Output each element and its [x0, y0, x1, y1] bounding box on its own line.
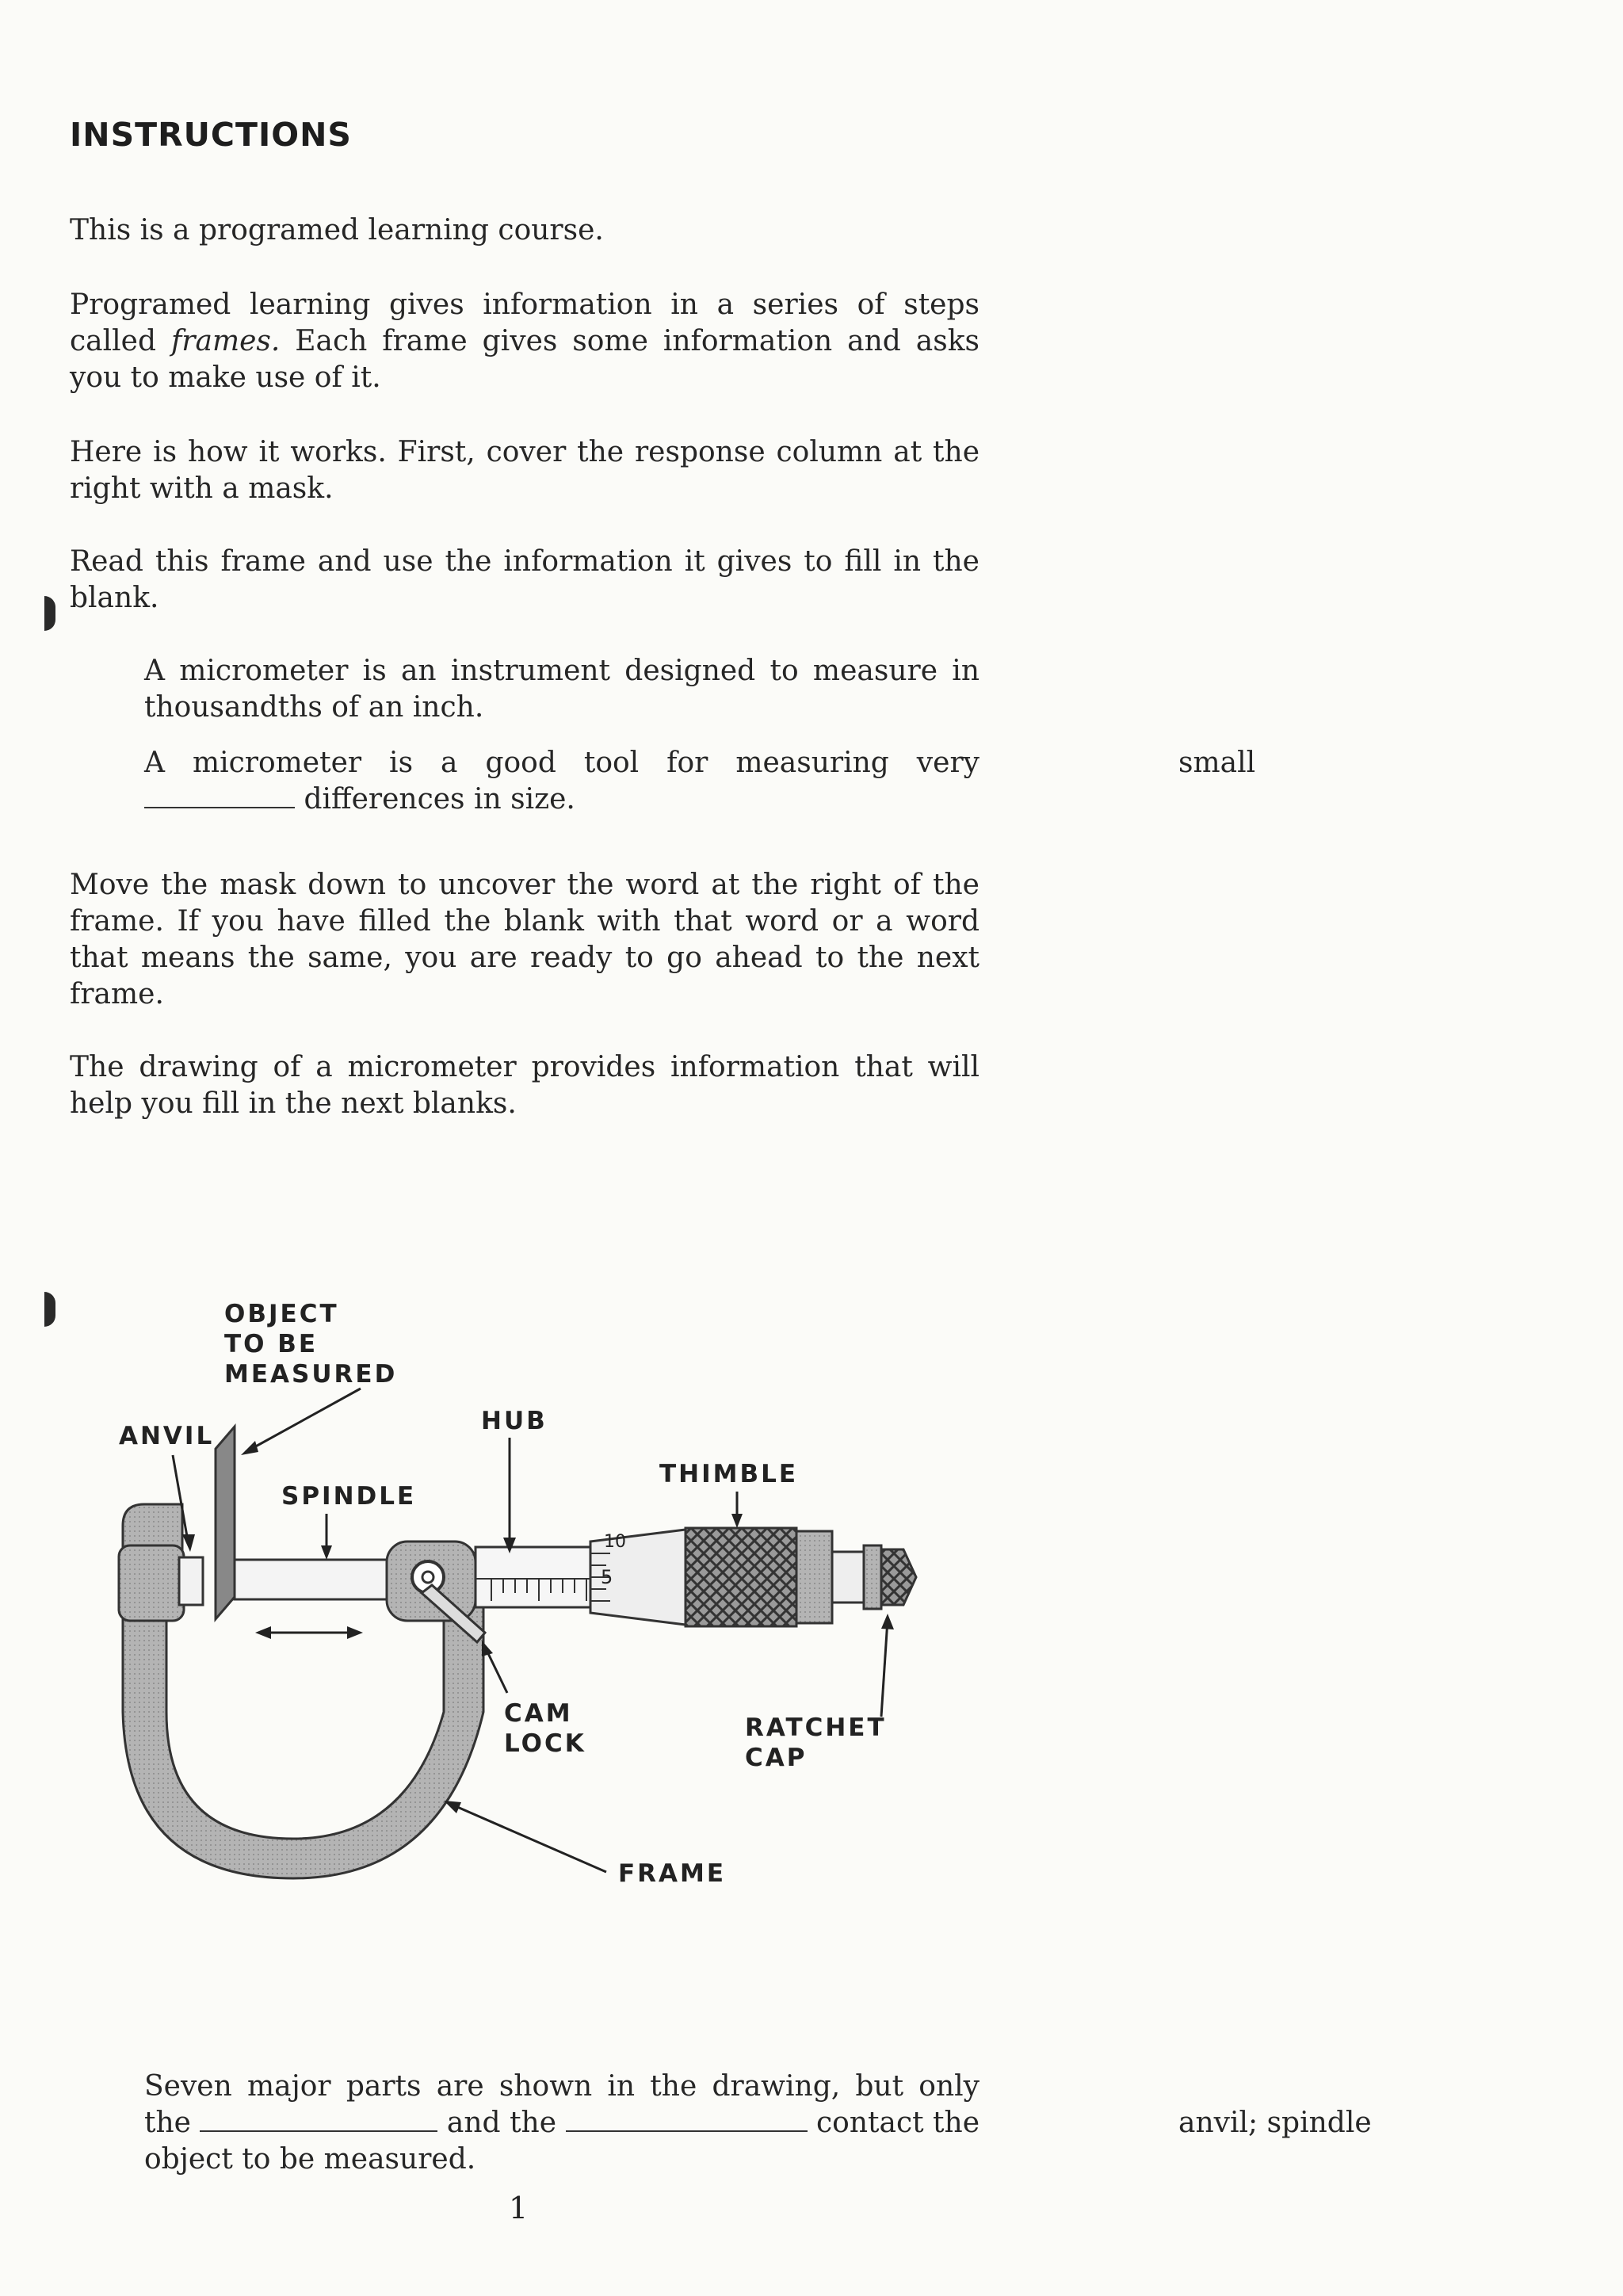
label-cam-2: LOCK [504, 1729, 586, 1758]
label-spindle: SPINDLE [281, 1482, 417, 1511]
frame2-question [144, 2069, 980, 2178]
programed-learning-paragraph [70, 287, 980, 396]
thimble-shape [685, 1528, 796, 1626]
anvil-shape [119, 1545, 184, 1621]
frame2-text-c: contact the object to be measured. [144, 2107, 980, 2176]
scale-label-5: 5 [601, 1566, 613, 1588]
label-ratchet-1: RATCHET [745, 1713, 887, 1742]
label-object-3: MEASURED [224, 1360, 398, 1389]
frame1-question-b: differences in size. [295, 783, 575, 816]
move-mask-paragraph: Move the mask down to uncover the word at the right of the frame. If you have filled the blank with that word or a word that means the same, you are ready to go ahead to the next frame. [70, 869, 980, 1010]
intro-paragraph: This is a programed learning course. [70, 214, 604, 246]
page-number: 1 [509, 2191, 529, 2225]
page-heading: INSTRUCTIONS [70, 116, 352, 154]
hub-shape [475, 1547, 598, 1607]
p2-text-b: Each frame gives some information and asks you to make use of it. [70, 325, 980, 394]
label-ratchet-2: CAP [745, 1744, 808, 1772]
label-object-2: TO BE [224, 1330, 319, 1358]
frame2-text-a: Seven major parts are shown in the drawing, but only the [144, 2070, 980, 2139]
label-object-1: OBJECT [224, 1300, 339, 1328]
how-it-works-paragraph: Here is how it works. First, cover the response column at the right with a mask. [70, 436, 980, 505]
frame1-blank [144, 783, 295, 808]
frame1-info: A micrometer is an instrument designed to measure in thousandths of an inch. [144, 655, 980, 724]
frame1-question [144, 745, 980, 818]
frame1-question-a: A micrometer is a good tool for measuring very [144, 747, 980, 779]
label-frame: FRAME [618, 1859, 727, 1888]
p2-text-a: Programed learning gives information in a series of steps called [70, 288, 980, 357]
frame2-blank-2 [566, 2107, 808, 2132]
micrometer-diagram [0, 1268, 1623, 1926]
read-frame-paragraph: Read this frame and use the information it gives to fill in the blank. [70, 545, 980, 614]
frame2-text-b: and the [437, 2107, 566, 2139]
spindle-shape [235, 1560, 389, 1599]
frame1-answer: small [1178, 747, 1256, 779]
label-cam-1: CAM [504, 1699, 573, 1728]
frames-term: frames. [170, 325, 281, 357]
frame2-blank-1 [200, 2107, 437, 2132]
label-anvil: ANVIL [119, 1422, 215, 1450]
label-thimble: THIMBLE [659, 1460, 799, 1488]
scale-label-10: 10 [604, 1532, 626, 1552]
ratchet-cap-shape [881, 1549, 916, 1605]
drawing-intro-paragraph: The drawing of a micrometer provides information that will help you fill in the next blanks. [70, 1051, 980, 1120]
frame2-answer: anvil; spindle [1178, 2107, 1372, 2139]
frame-marker [44, 596, 55, 631]
label-hub: HUB [481, 1407, 548, 1435]
object-shape [216, 1427, 235, 1619]
